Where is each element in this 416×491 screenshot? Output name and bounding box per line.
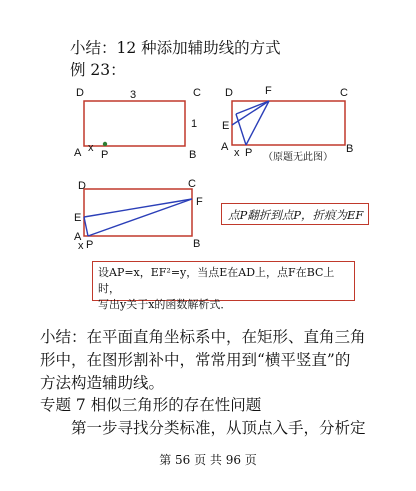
label-x: x xyxy=(78,240,84,252)
problem-line-1: 设AP=x，EF²=y，当点E在AD上，点F在BC上时， xyxy=(98,266,335,295)
fold-line-ef xyxy=(84,199,192,217)
label-a: A xyxy=(74,231,82,243)
segment-fp xyxy=(246,101,269,145)
label-len-top: 3 xyxy=(130,89,137,101)
label-c: C xyxy=(193,87,201,99)
figure-note: （原题无此图） xyxy=(263,152,333,163)
example-label: 例 23： xyxy=(70,61,126,79)
figure-2 xyxy=(221,85,353,163)
summary-heading: 小结：12 种添加辅助线的方式 xyxy=(70,39,281,57)
point-p-dot xyxy=(103,142,107,146)
summary-paragraph-line-2: 形中，在图形割补中，常常用到“横平竖直”的 xyxy=(40,351,351,369)
label-p: P xyxy=(101,149,109,161)
summary-paragraph-line-3: 方法构造辅助线。 xyxy=(40,374,165,392)
segment-pf xyxy=(88,199,192,236)
label-c: C xyxy=(340,87,348,99)
topic-heading: 专题 7 相似三角形的存在性问题 xyxy=(40,396,262,414)
label-p: P xyxy=(86,239,94,251)
label-e: E xyxy=(222,120,230,132)
label-c: C xyxy=(188,178,196,190)
figure-3 xyxy=(74,178,203,252)
problem-line-2: 写出y关于x的函数解析式． xyxy=(98,298,232,311)
summary-paragraph-line-1: 小结：在平面直角坐标系中，在矩形、直角三角 xyxy=(40,328,366,346)
label-b: B xyxy=(189,149,197,161)
problem-statement-box xyxy=(92,261,355,311)
page-footer: 第 56 页 共 96 页 xyxy=(159,453,257,467)
label-b: B xyxy=(193,238,201,250)
rectangle-abcd xyxy=(84,101,185,146)
label-f: F xyxy=(265,85,272,97)
label-len-right: 1 xyxy=(191,118,198,130)
fold-note-text: 点P翻折到点P，折痕为EF xyxy=(228,208,364,222)
label-d: D xyxy=(225,87,233,99)
fold-note-box xyxy=(221,203,369,225)
label-x: x xyxy=(234,147,240,159)
label-e: E xyxy=(74,212,82,224)
label-b: B xyxy=(346,143,354,155)
rectangle-abcd xyxy=(84,189,192,236)
label-d: D xyxy=(78,180,86,192)
label-a: A xyxy=(221,141,229,153)
label-d: D xyxy=(76,87,84,99)
label-x: x xyxy=(88,142,94,154)
figure-1 xyxy=(74,87,201,161)
label-p: P xyxy=(245,147,253,159)
label-a: A xyxy=(74,147,82,159)
label-f: F xyxy=(196,196,203,208)
topic-paragraph-line-1: 第一步寻找分类标准，从顶点入手，分析定 xyxy=(71,419,366,437)
